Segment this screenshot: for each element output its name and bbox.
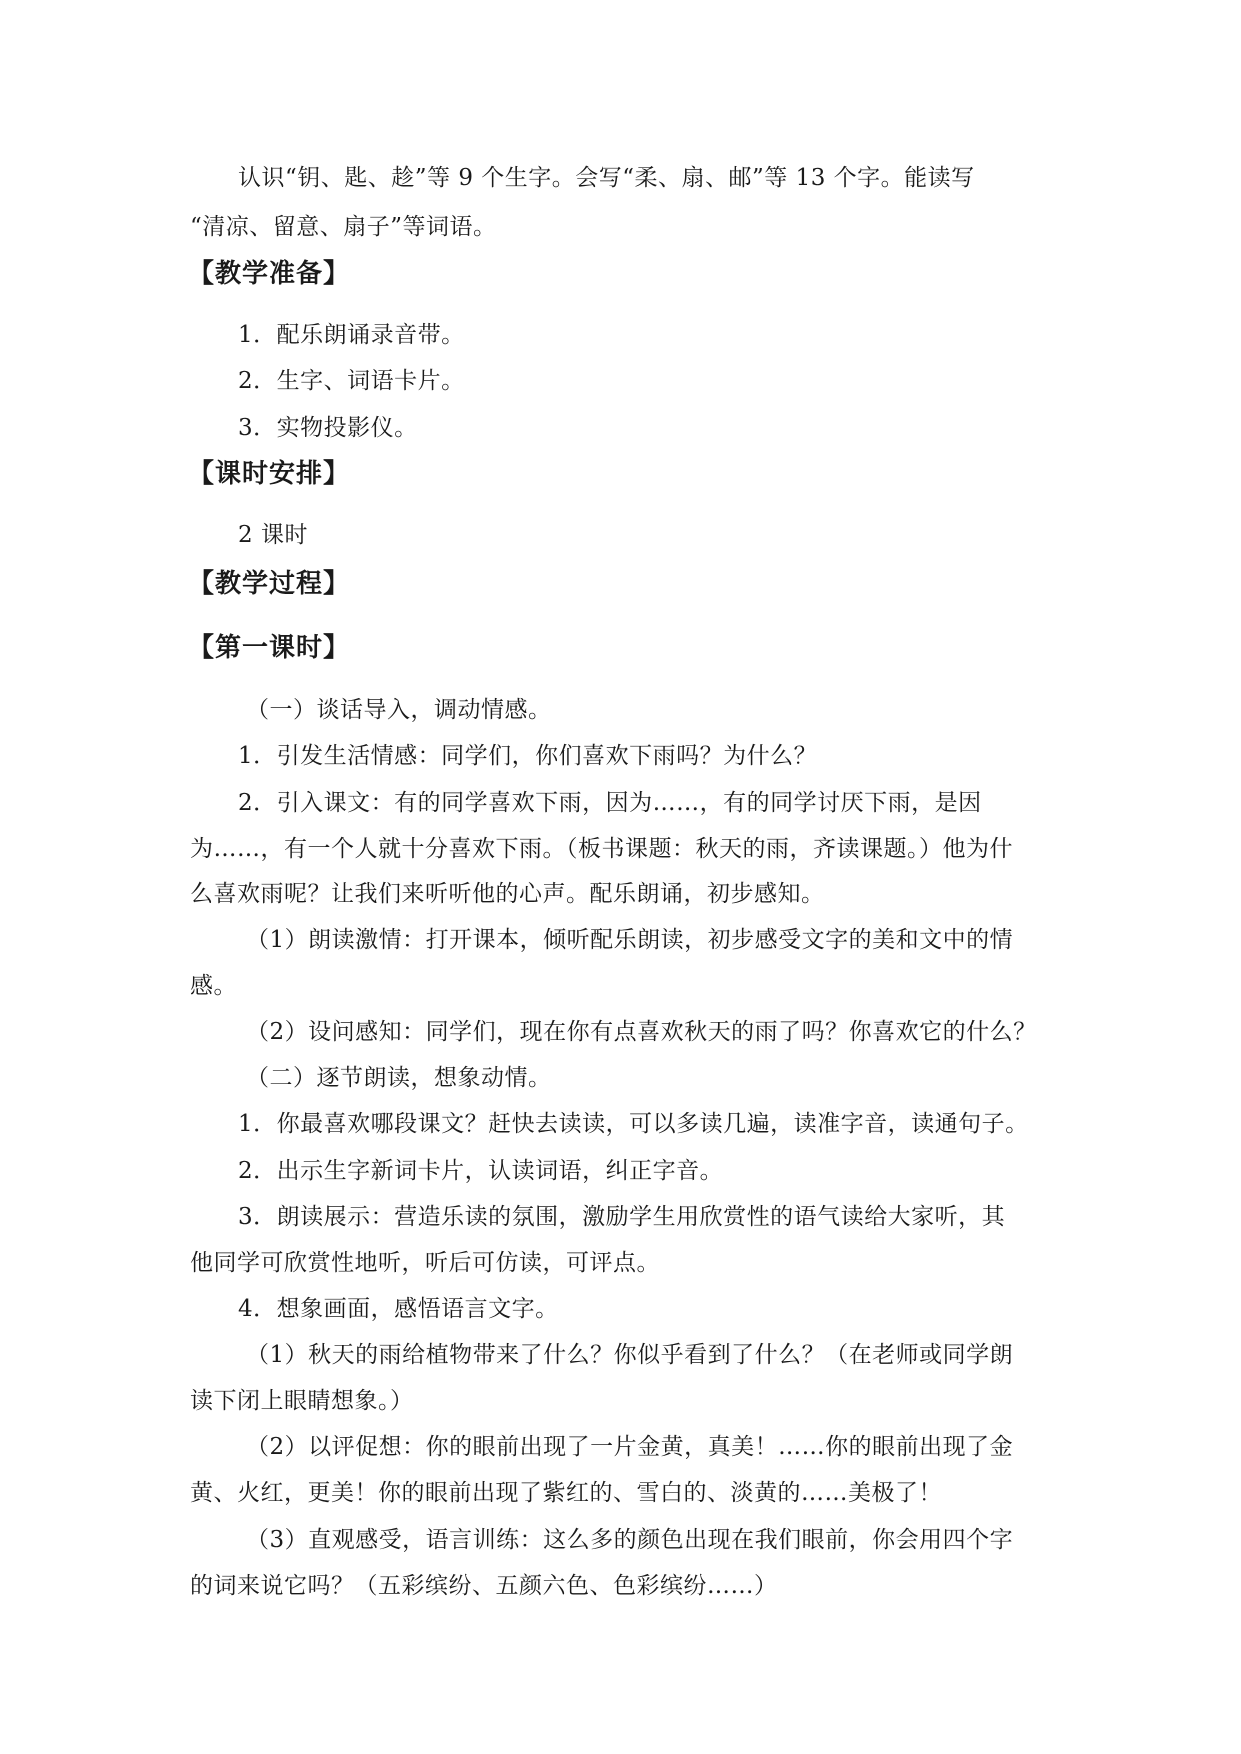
- lesson-line: 1．引发生活情感：同学们，你们喜欢下雨吗？为什么？: [238, 743, 818, 769]
- lesson-line: （1）朗读激情：打开课本，倾听配乐朗读，初步感受文字的美和文中的情: [246, 927, 1014, 953]
- lesson-line: 读下闭上眼睛想象。）: [190, 1388, 414, 1414]
- intro-line-2: “清凉、留意、扇子”等词语。: [190, 214, 497, 240]
- lesson-line: （3）直观感受，语言训练：这么多的颜色出现在我们眼前，你会用四个字: [246, 1527, 1014, 1553]
- lesson-line: 他同学可欣赏性地听，听后可仿读，可评点。: [190, 1250, 660, 1276]
- prep-item-1: 1．配乐朗诵录音带。: [238, 322, 465, 348]
- lesson-line: 黄、火红，更美！你的眼前出现了紫红的、雪白的、淡黄的……美极了！: [190, 1480, 942, 1506]
- lesson-line: 为……，有一个人就十分喜欢下雨。（板书课题：秋天的雨，齐读课题。）他为什: [190, 836, 1013, 862]
- lesson-line: 2．引入课文：有的同学喜欢下雨，因为……，有的同学讨厌下雨，是因: [238, 790, 982, 816]
- lesson-line: （1）秋天的雨给植物带来了什么？你似乎看到了什么？（在老师或同学朗: [246, 1342, 1014, 1368]
- schedule-text: 2 课时: [238, 522, 308, 548]
- lesson-line: 4．想象画面，感悟语言文字。: [238, 1296, 559, 1322]
- lesson-line: 1．你最喜欢哪段课文？赶快去读读，可以多读几遍，读准字音，读通句子。: [238, 1111, 1029, 1137]
- heading-lesson-1: 【第一课时】: [188, 633, 351, 663]
- lesson-line: 3．朗读展示：营造乐读的氛围，激励学生用欣赏性的语气读给大家听，其: [238, 1204, 1006, 1230]
- lesson-line: 么喜欢雨呢？让我们来听听他的心声。配乐朗诵，初步感知。: [190, 881, 825, 907]
- heading-teaching-process: 【教学过程】: [188, 569, 351, 599]
- lesson-line: （2）以评促想：你的眼前出现了一片金黄，真美！……你的眼前出现了金: [246, 1434, 1014, 1460]
- intro-line-1: 认识“钥、匙、趁”等 9 个生字。会写“柔、扇、邮”等 13 个字。能读写: [238, 165, 975, 191]
- lesson-line: 2．出示生字新词卡片，认读词语，纠正字音。: [238, 1158, 724, 1184]
- heading-schedule: 【课时安排】: [188, 459, 351, 489]
- lesson-line: 感。: [190, 973, 237, 999]
- prep-item-3: 3．实物投影仪。: [238, 415, 418, 441]
- lesson-line: 的词来说它吗？（五彩缤纷、五颜六色、色彩缤纷……）: [190, 1573, 778, 1599]
- prep-item-2: 2．生字、词语卡片。: [238, 368, 465, 394]
- lesson-line: （一）谈话导入，调动情感。: [246, 697, 552, 723]
- heading-teaching-prep: 【教学准备】: [188, 259, 351, 289]
- lesson-line: （2）设问感知：同学们，现在你有点喜欢秋天的雨了吗？你喜欢它的什么？: [246, 1019, 1037, 1045]
- lesson-line: （二）逐节朗读，想象动情。: [246, 1065, 552, 1091]
